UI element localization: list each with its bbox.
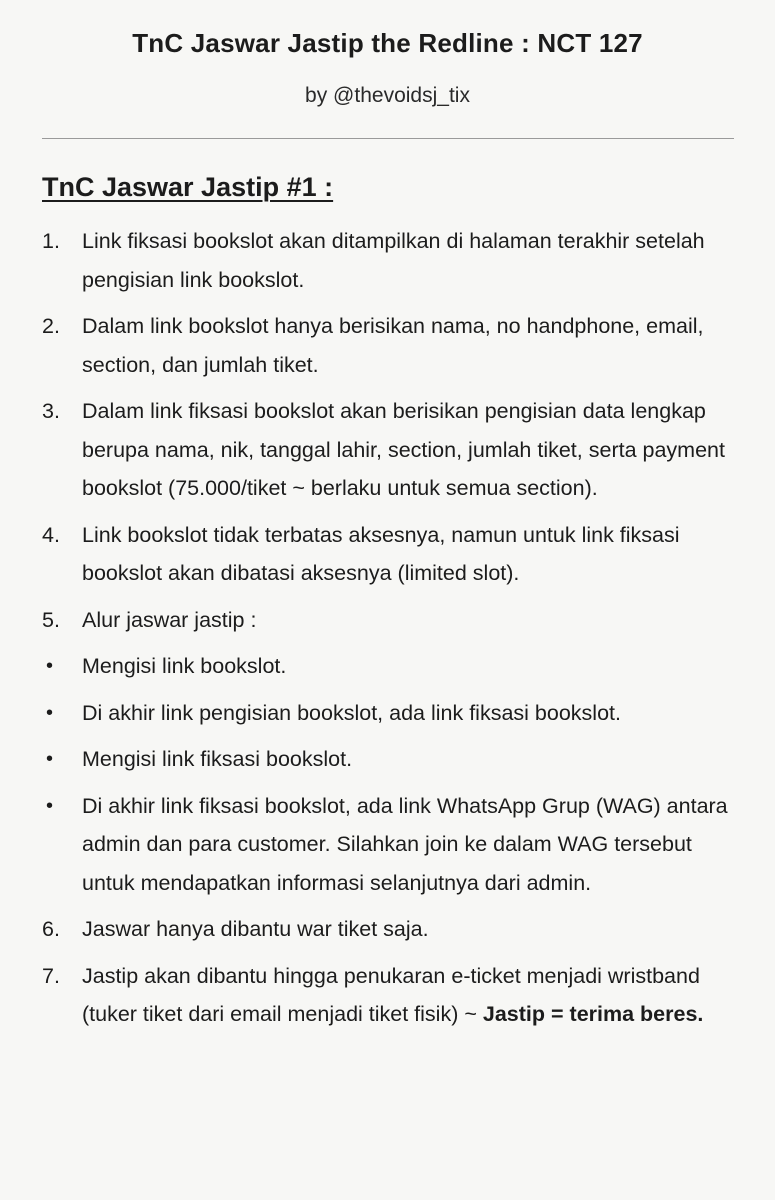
bullet-item bbox=[42, 787, 742, 903]
list-text: Link fiksasi bookslot akan ditampilkan di halaman terakhir setelah pengisian link bookslot. bbox=[82, 229, 705, 292]
bullet-text: Mengisi link bookslot. bbox=[82, 654, 287, 678]
list-number: 3. bbox=[42, 399, 60, 423]
list-number: 2. bbox=[42, 314, 60, 338]
bullet-item bbox=[42, 694, 742, 733]
bullet-icon: • bbox=[46, 655, 54, 677]
list-item bbox=[42, 957, 742, 1034]
list-number: 1. bbox=[42, 229, 60, 253]
list-text: Link bookslot tidak terbatas aksesnya, namun untuk link fiksasi bookslot akan dibatasi aksesnya (limited slot). bbox=[82, 522, 680, 585]
list-item bbox=[42, 516, 742, 593]
list-number: 7. bbox=[42, 963, 60, 988]
list-item bbox=[42, 392, 742, 508]
list-number: 4. bbox=[42, 522, 60, 547]
list-item bbox=[42, 601, 742, 640]
bullet-text: Mengisi link fiksasi bookslot. bbox=[82, 747, 353, 771]
list-bold-text: Jastip = terima beres. bbox=[482, 1002, 704, 1026]
list-item bbox=[42, 910, 742, 949]
bullet-icon: • bbox=[46, 701, 54, 724]
bullet-icon: • bbox=[46, 748, 54, 770]
document-title: TnC Jaswar Jastip the Redline : NCT 127 bbox=[132, 28, 643, 58]
list-text: Jaswar hanya dibantu war tiket saja. bbox=[82, 917, 429, 941]
bullet-item bbox=[42, 740, 742, 779]
bullet-text: Di akhir link fiksasi bookslot, ada link WhatsApp Grup (WAG) antara admin dan para customer. Silahkan join ke dalam WAG tersebut untuk mendapatkan informasi selanjutnya dari admin. bbox=[82, 793, 728, 895]
list-item bbox=[42, 307, 742, 384]
list-number: 5. bbox=[42, 607, 60, 632]
bullet-text: Di akhir link pengisian bookslot, ada link fiksasi bookslot. bbox=[82, 700, 621, 725]
list-text: Alur jaswar jastip : bbox=[82, 607, 257, 632]
bullet-item bbox=[42, 647, 742, 686]
list-text-container bbox=[82, 957, 742, 1034]
bullet-icon: • bbox=[46, 794, 54, 817]
list-text: Dalam link fiksasi bookslot akan berisikan pengisian data lengkap berupa nama, nik, tanggal lahir, section, jumlah tiket, serta payment bookslot (75.000/tiket ~ berlaku untuk semua section). bbox=[82, 399, 725, 500]
list-text: Dalam link bookslot hanya berisikan nama, no handphone, email, section, dan jumlah tiket. bbox=[82, 314, 704, 377]
divider bbox=[42, 138, 734, 139]
list-text: Jastip akan dibantu hingga penukaran e-ticket menjadi wristband (tuker tiket dari email menjadi tiket fisik) ~ bbox=[82, 963, 700, 1026]
document-author: by @thevoidsj_tix bbox=[305, 84, 470, 107]
tnc-list bbox=[42, 222, 742, 1042]
section-heading: TnC Jaswar Jastip #1 : bbox=[42, 172, 334, 202]
list-number: 6. bbox=[42, 917, 60, 941]
list-item bbox=[42, 222, 742, 299]
